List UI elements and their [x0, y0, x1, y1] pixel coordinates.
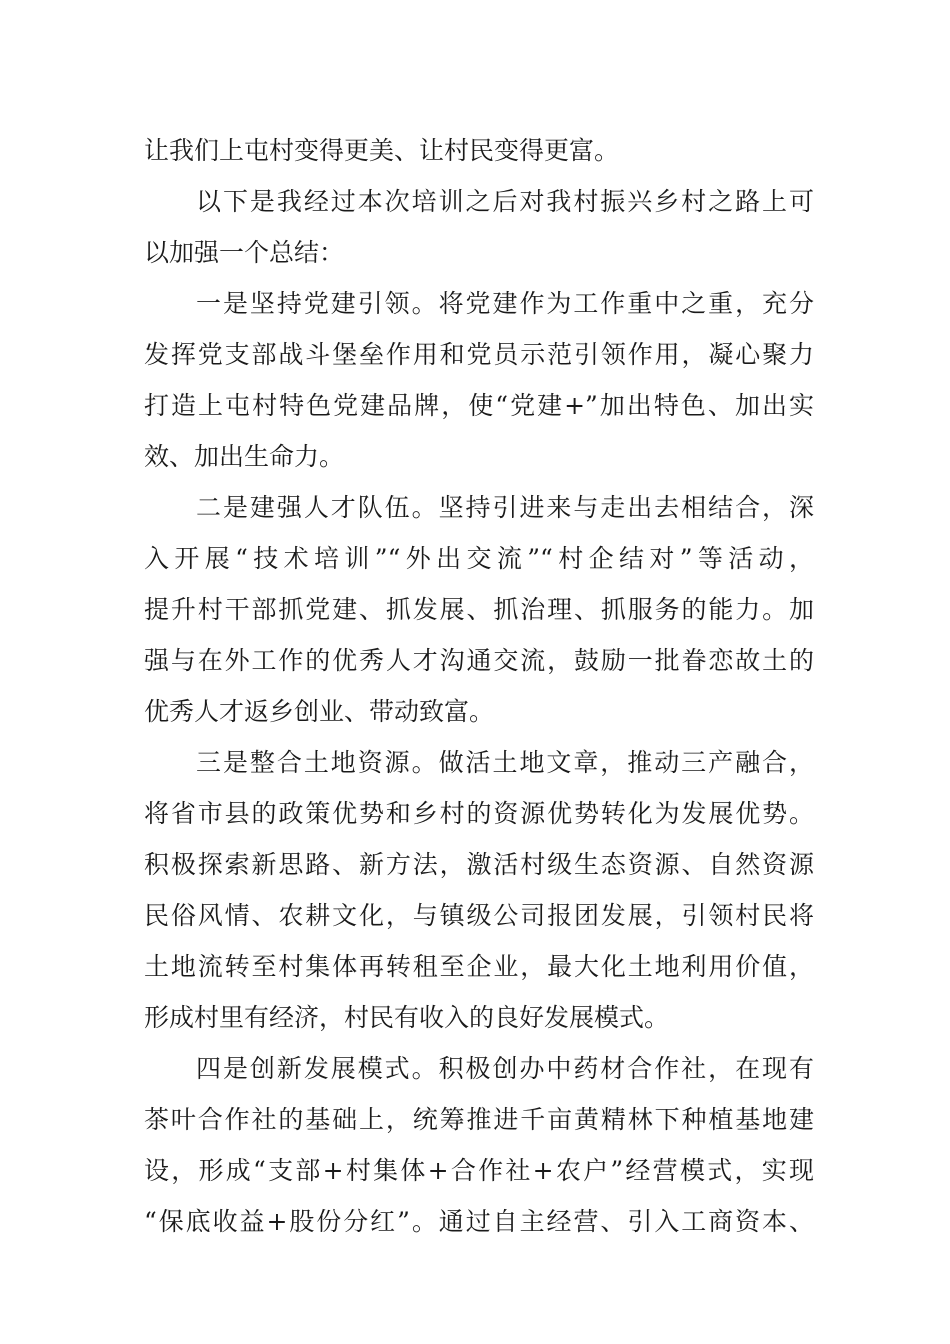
text-line: 以加强一个总结：	[144, 238, 345, 267]
text-line: 强与在外工作的优秀人才沟通交流，鼓励一批眷恋故土的	[144, 646, 814, 675]
text-line: 一是坚持党建引领。将党建作为工作重中之重，充分	[196, 289, 814, 318]
text-line: 民俗风情、农耕文化，与镇级公司报团发展，引领村民将	[144, 901, 814, 930]
text-line: 设，形成“支部+村集体+合作社+农户”经营模式，实现	[144, 1156, 814, 1185]
text-line: 二是建强人才队伍。坚持引进来与走出去相结合，深	[196, 493, 814, 522]
text-line: 优秀人才返乡创业、带动致富。	[144, 697, 495, 726]
text-line: 四是创新发展模式。积极创办中药材合作社，在现有	[196, 1054, 814, 1083]
text-line: 让我们上屯村变得更美、让村民变得更富。	[144, 136, 620, 165]
text-line: 提升村干部抓党建、抓发展、抓治理、抓服务的能力。加	[144, 595, 814, 624]
text-line: 打造上屯村特色党建品牌，使“党建+”加出特色、加出实	[144, 391, 814, 420]
text-line: 效、加出生命力。	[144, 442, 345, 471]
text-line: 发挥党支部战斗堡垒作用和党员示范引领作用，凝心聚力	[144, 340, 814, 369]
text-line: 将省市县的政策优势和乡村的资源优势转化为发展优势。	[144, 799, 814, 828]
text-line: 三是整合土地资源。做活土地文章，推动三产融合，	[196, 748, 814, 777]
text-line: 以下是我经过本次培训之后对我村振兴乡村之路上可	[196, 187, 814, 216]
text-line: 茶叶合作社的基础上，统筹推进千亩黄精林下种植基地建	[144, 1105, 814, 1134]
text-line: “保底收益+股份分红”。通过自主经营、引入工商资本、	[144, 1207, 814, 1236]
text-line: 土地流转至村集体再转租至企业，最大化土地利用价值，	[144, 952, 814, 981]
text-line: 积极探索新思路、新方法，激活村级生态资源、自然资源	[144, 850, 814, 879]
text-line: 入开展“技术培训”“外出交流”“村企结对”等活动，	[144, 544, 814, 573]
text-line: 形成村里有经济，村民有收入的良好发展模式。	[144, 1003, 670, 1032]
